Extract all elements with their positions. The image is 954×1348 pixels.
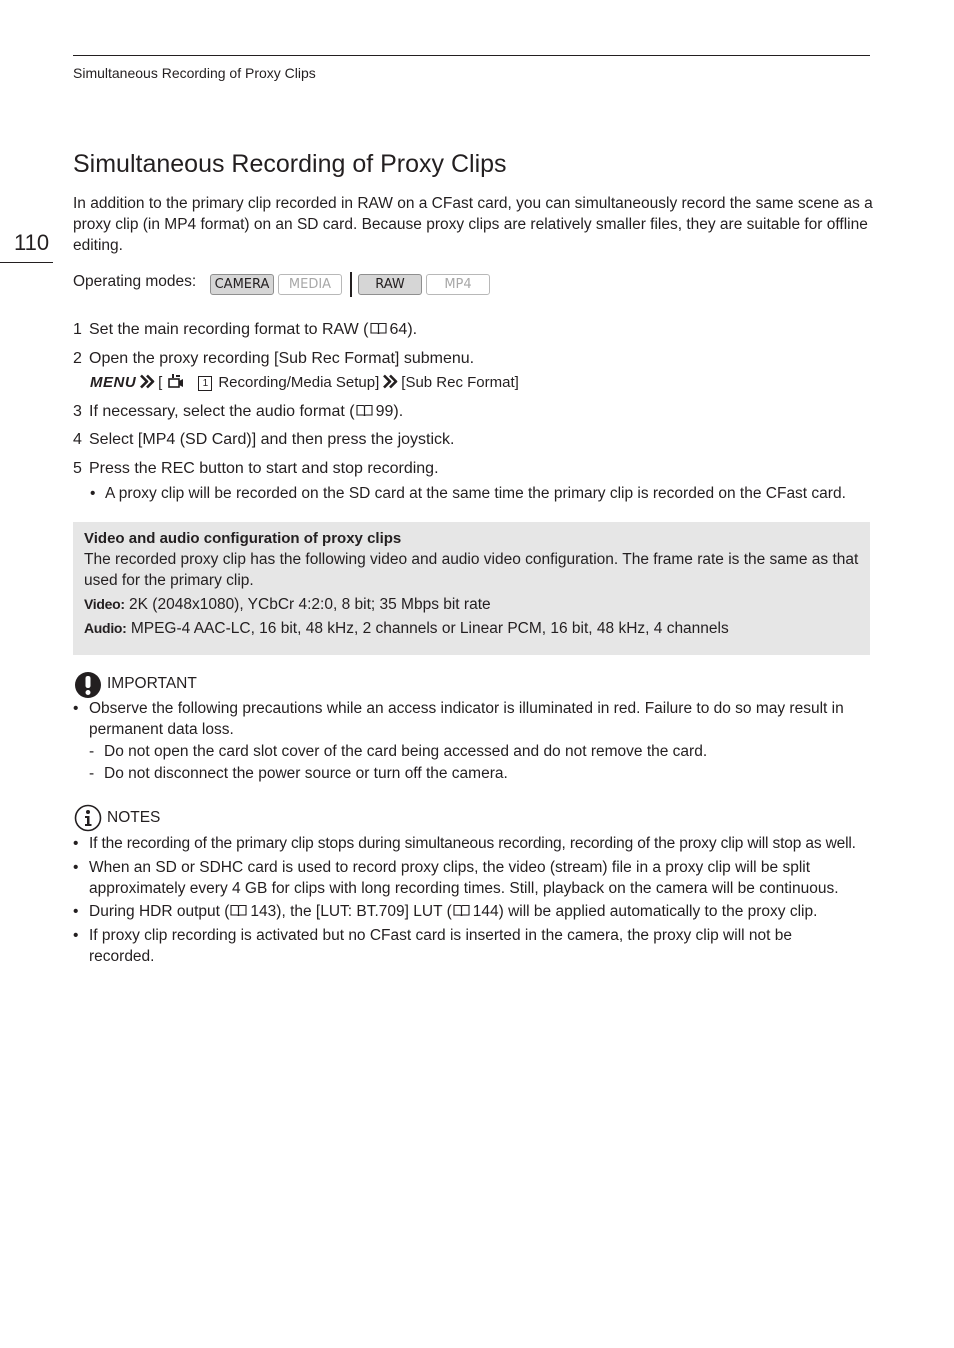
camera-setup-icon xyxy=(166,373,186,389)
important-dash-1: - Do not open the card slot cover of the card being accessed and do not remove the card. xyxy=(89,743,708,760)
mode-media-badge: MEDIA xyxy=(278,274,342,295)
notes-info-icon xyxy=(74,804,102,832)
step-5-bullet: • A proxy clip will be recorded on the SD card at the same time the primary clip is recorded on the CFast card. xyxy=(90,485,846,502)
operating-modes-label: Operating modes: xyxy=(73,273,197,290)
notes-bullet-4: • If proxy clip recording is activated but no CFast card is inserted in the camera, the proxy clip will not be recorded. xyxy=(73,927,792,965)
step-number: 4 xyxy=(73,431,82,448)
book-reference-icon xyxy=(356,404,373,417)
audio-spec: Audio: MPEG-4 AAC-LC, 16 bit, 48 kHz, 2 channels or Linear PCM, 16 bit, 48 kHz, 4 channels xyxy=(84,620,729,637)
step-2: 2 Open the proxy recording [Sub Rec Format] submenu. xyxy=(73,350,475,367)
page-number-rule xyxy=(0,262,53,263)
step-number: 2 xyxy=(73,350,82,367)
mode-camera-badge: CAMERA xyxy=(210,274,274,295)
mode-separator xyxy=(350,272,352,297)
page-reference[interactable]: 144 xyxy=(472,903,499,920)
running-head: Simultaneous Recording of Proxy Clips xyxy=(73,65,316,81)
config-box-title: Video and audio configuration of proxy clips xyxy=(84,530,402,547)
step-5: 5 Press the REC button to start and stop recording. xyxy=(73,460,439,477)
page-title: Simultaneous Recording of Proxy Clips xyxy=(73,150,507,178)
page-number: 110 xyxy=(14,230,50,255)
step-number: 5 xyxy=(73,460,82,477)
video-spec: Video: 2K (2048x1080), YCbCr 4:2:0, 8 bit; 35 Mbps bit rate xyxy=(84,596,491,613)
notes-bullet-3: • During HDR output ( 143), the [LUT: BT.709] LUT ( 144) will be applied automatically to the proxy clip. xyxy=(73,903,818,920)
notes-bullet-2: • When an SD or SDHC card is used to record proxy clips, the video (stream) file in a proxy clip will be split approximately every 4 GB for clips with long recording times. Still, playback on the camera will be continuous. xyxy=(73,859,839,897)
mode-mp4-badge: MP4 xyxy=(426,274,490,295)
page-reference[interactable]: 143 xyxy=(250,903,277,920)
intro-paragraph: In addition to the primary clip recorded in RAW on a CFast card, you can simultaneously record the same scene as a proxy clip (in MP4 format) on an SD card. Because proxy clips are relatively smaller files, they are suitable for offline editing. xyxy=(73,195,873,254)
notes-heading: NOTES xyxy=(107,809,161,826)
page-reference[interactable]: 99 xyxy=(375,403,394,420)
important-dash-2: - Do not disconnect the power source or turn off the camera. xyxy=(89,765,508,782)
double-chevron-icon xyxy=(139,374,155,389)
important-bullet: • Observe the following precautions while an access indicator is illuminated in red. Failure to do so may result in permanent data loss. xyxy=(73,700,844,738)
notes-bullet-1: • If the recording of the primary clip stops during simultaneous recording, recording of the proxy clip will stop as well. xyxy=(73,835,856,852)
config-info-box xyxy=(73,522,870,655)
step-number: 3 xyxy=(73,403,82,420)
step-4: 4 Select [MP4 (SD Card)] and then press the joystick. xyxy=(73,431,455,448)
step-number: 1 xyxy=(73,321,82,338)
menu-button-label: MENU xyxy=(90,374,137,391)
menu-path: MENU [ 1 Recording/Media Setup] [Sub Rec Format] xyxy=(90,374,519,391)
page-reference[interactable]: 64 xyxy=(389,321,408,338)
step-3: 3 If necessary, select the audio format ( 99). xyxy=(73,403,404,420)
important-heading: IMPORTANT xyxy=(107,675,197,692)
mode-raw-badge: RAW xyxy=(358,274,422,295)
double-chevron-icon xyxy=(382,374,398,389)
menu-tab-number: 1 xyxy=(198,376,212,391)
config-box-description: The recorded proxy clip has the following video and audio video configuration. The frame rate is the same as that used for the primary clip. xyxy=(84,551,859,589)
book-reference-icon xyxy=(370,322,387,335)
important-icon xyxy=(74,671,102,699)
book-reference-icon xyxy=(230,904,247,917)
header-rule xyxy=(73,55,870,56)
step-1: 1 Set the main recording format to RAW ( 64). xyxy=(73,321,418,338)
book-reference-icon xyxy=(453,904,470,917)
